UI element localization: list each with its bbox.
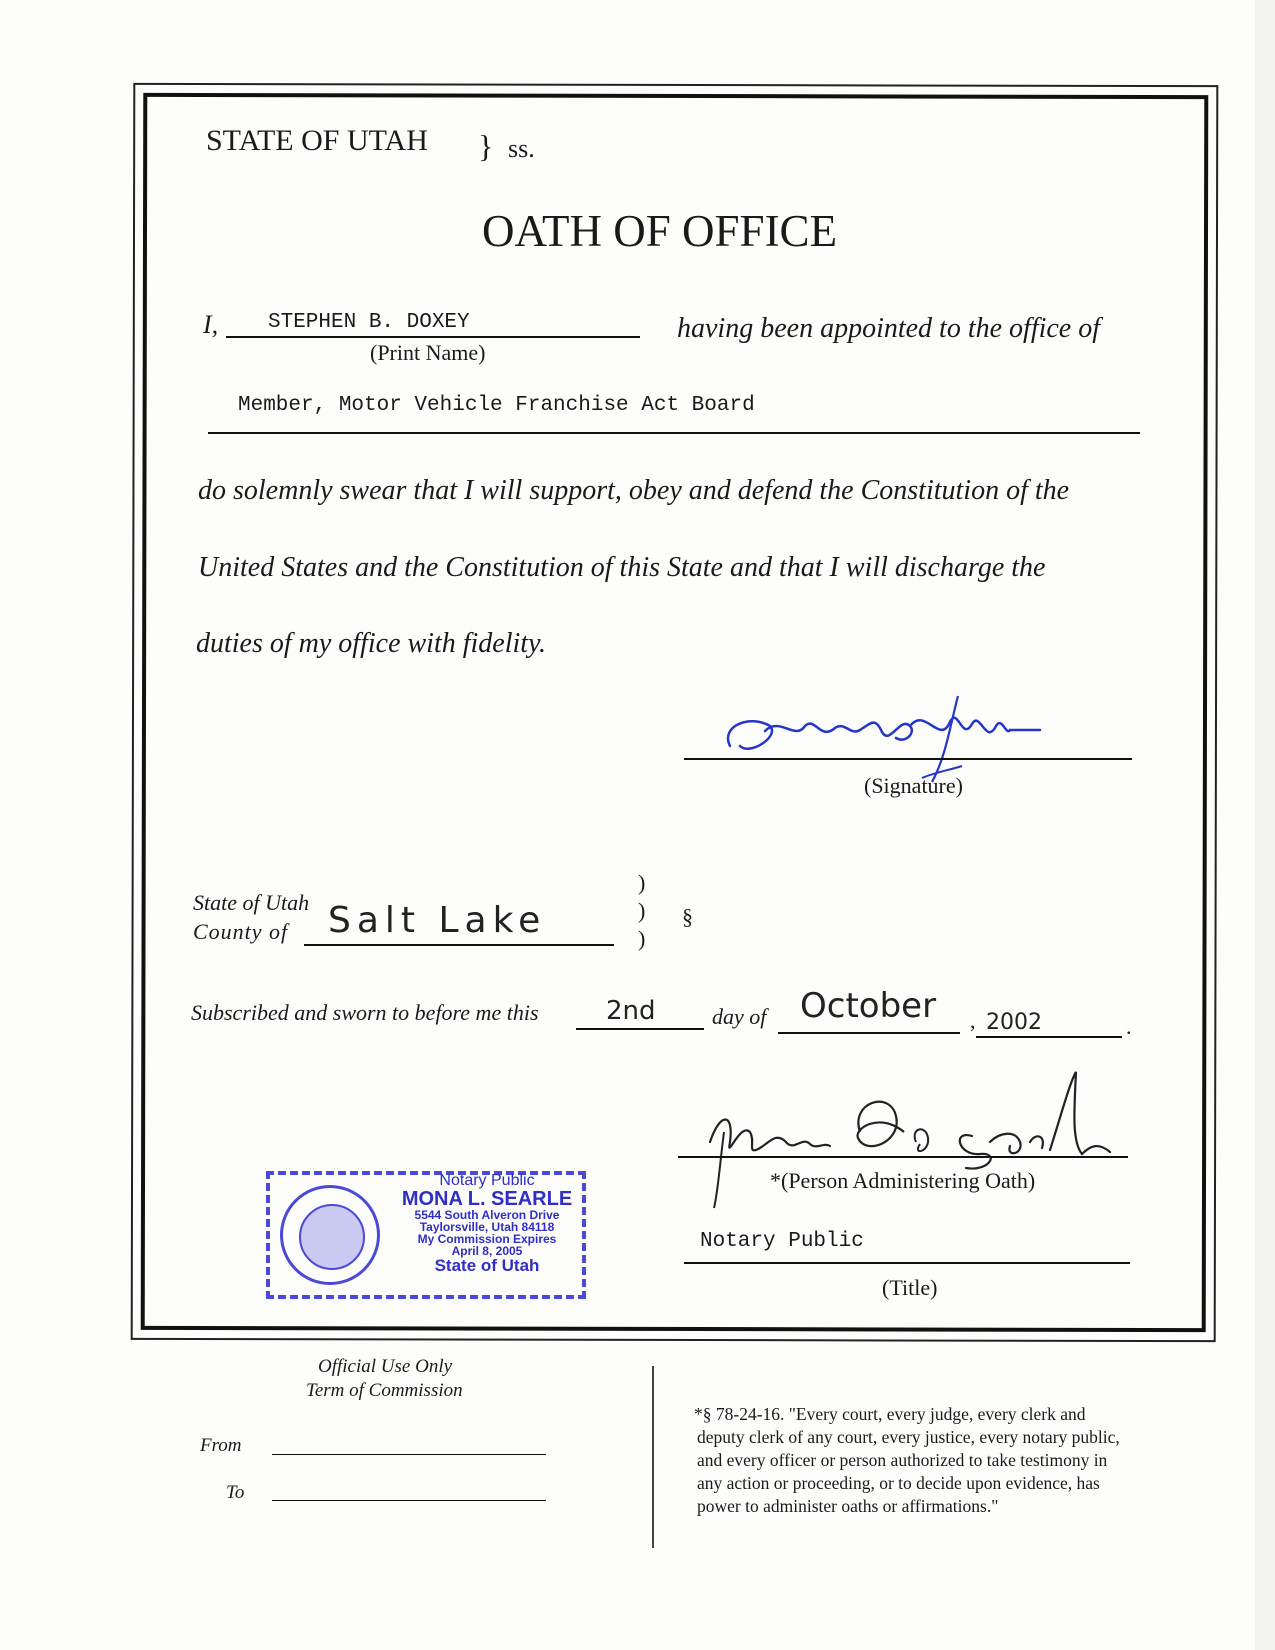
venue-county-label: County of — [193, 919, 289, 944]
title-value: Notary Public — [700, 1230, 864, 1253]
venue-section-symbol: § — [682, 904, 693, 929]
stamp-text — [394, 1173, 580, 1274]
stamp-line-2: MONA L. SEARLE — [401, 1188, 573, 1210]
ss-label: ss. — [508, 134, 535, 163]
subscribed-day: 2nd — [606, 996, 656, 1026]
footnote-line-4: any action or proceeding, or to decide upon evidence, has — [697, 1473, 1100, 1493]
title-line — [684, 1262, 1130, 1264]
to-label: To — [226, 1482, 245, 1503]
venue-paren-3: ) — [638, 926, 646, 951]
office-line — [208, 432, 1140, 434]
subscribed-month: October — [800, 986, 937, 1026]
oath-text-line-3: duties of my office with fidelity. — [196, 628, 546, 659]
state-seal-icon — [280, 1185, 380, 1285]
venue-paren-2: ) — [638, 898, 646, 923]
signature-label: (Signature) — [864, 773, 963, 798]
official-use-title: Official Use Only — [318, 1356, 453, 1377]
venue-county-line — [304, 944, 614, 946]
footnote-line-3: and every officer or person authorized to take testimony in — [697, 1450, 1108, 1470]
stamp-line-1: Notary Public — [439, 1172, 535, 1189]
state-seal-center — [299, 1204, 365, 1270]
appointed-text: having been appointed to the office of — [677, 313, 1101, 344]
venue-state-label: State of Utah — [193, 890, 310, 915]
stamp-line-6: April 8, 2005 — [451, 1244, 523, 1258]
title-label: (Title) — [882, 1275, 938, 1300]
subscribed-comma: , — [970, 1008, 976, 1033]
footnote-line-2: deputy clerk of any court, every justice, every notary public, — [697, 1427, 1120, 1447]
state-heading: STATE OF UTAH — [206, 124, 428, 157]
from-label: From — [200, 1435, 242, 1456]
subscribed-year: 2002 — [986, 1010, 1042, 1035]
subscribed-period: . — [1126, 1014, 1132, 1039]
subscribed-text: Subscribed and sworn to before me this — [191, 1000, 539, 1025]
subscribed-day-of: day of — [712, 1004, 767, 1029]
print-name-line — [226, 336, 640, 338]
stamp-line-3: 5544 South Alveron Drive — [414, 1208, 560, 1222]
stamp-line-7: State of Utah — [434, 1256, 540, 1275]
stamp-line-5: My Commission Expires — [417, 1232, 557, 1246]
oath-text-line-1: do solemnly swear that I will support, obey and defend the Constitution of the — [198, 475, 1070, 506]
to-line — [272, 1500, 546, 1501]
from-line — [272, 1454, 546, 1455]
subscribed-month-line — [778, 1032, 960, 1034]
administering-line — [678, 1156, 1128, 1158]
print-name-label: (Print Name) — [370, 340, 486, 365]
venue-paren-1: ) — [638, 870, 646, 895]
venue-county-value: Salt Lake — [328, 900, 547, 941]
subscribed-year-line — [976, 1036, 1122, 1038]
oath-i-label: I, — [203, 310, 219, 339]
notary-stamp — [266, 1171, 586, 1299]
administering-label: *(Person Administering Oath) — [770, 1168, 1036, 1193]
footnote-line-5: power to administer oaths or affirmations." — [697, 1496, 999, 1516]
signature-line — [684, 758, 1132, 760]
print-name-value: STEPHEN B. DOXEY — [268, 311, 470, 334]
oath-text-line-2: United States and the Constitution of this State and that I will discharge the — [198, 552, 1046, 583]
footnote-line-1: *§ 78-24-16. "Every court, every judge, every clerk and — [694, 1404, 1086, 1424]
page-title: OATH OF OFFICE — [482, 206, 838, 256]
subscribed-day-line — [576, 1028, 704, 1030]
footer-divider — [652, 1366, 654, 1548]
stamp-line-4: Taylorsville, Utah 84118 — [419, 1220, 555, 1234]
office-value: Member, Motor Vehicle Franchise Act Board — [238, 394, 755, 417]
state-brace: } — [478, 128, 494, 164]
official-use-subtitle: Term of Commission — [306, 1380, 463, 1401]
